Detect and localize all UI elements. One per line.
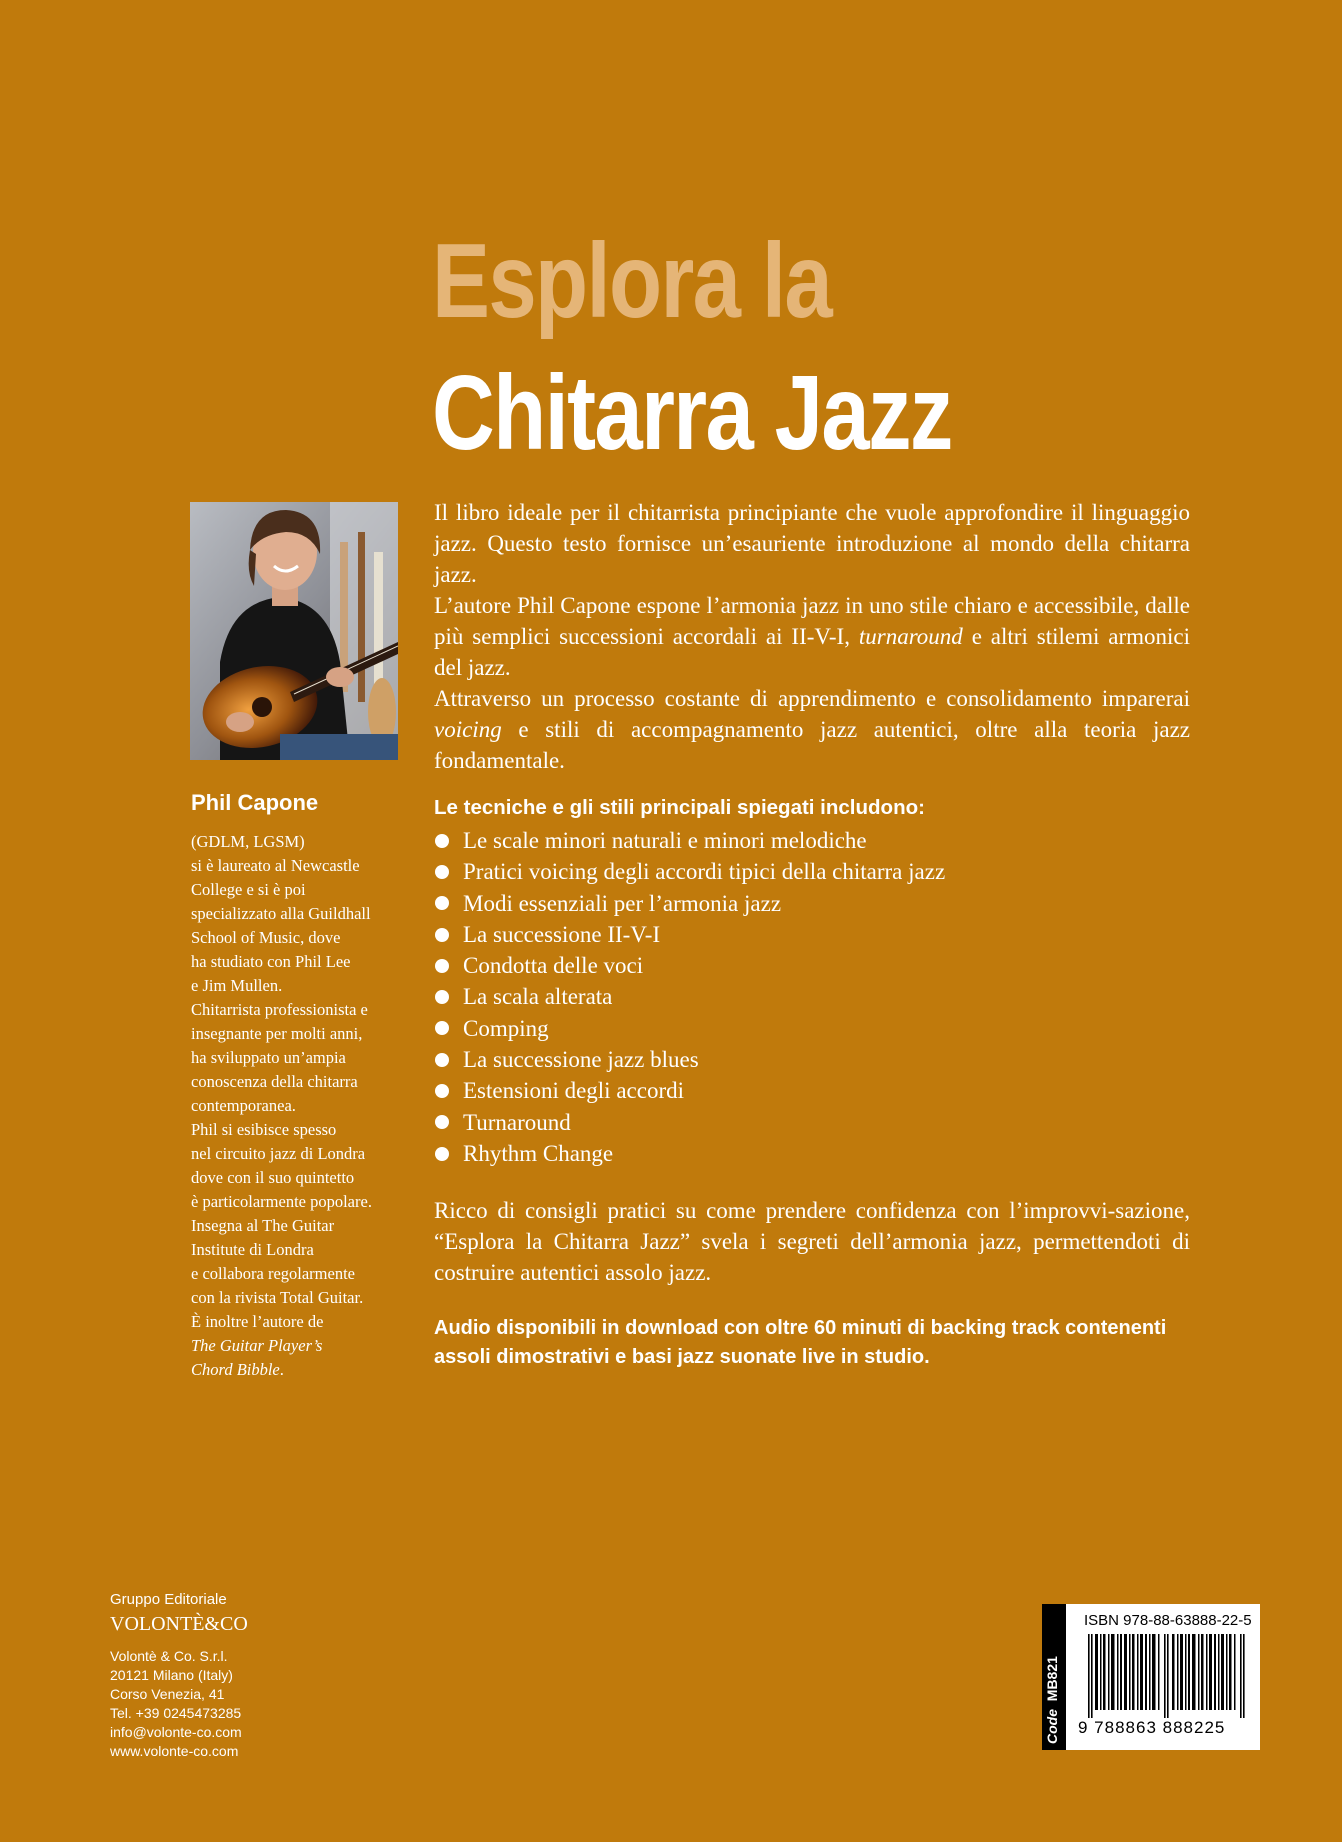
bio-line: Phil si esibisce spesso — [191, 1120, 337, 1139]
list-item: Pratici voicing degli accordi tipici della chitarra jazz — [434, 856, 945, 887]
list-item: Condotta delle voci — [434, 950, 945, 981]
author-name: Phil Capone — [191, 790, 319, 815]
bullet-icon — [435, 959, 449, 973]
publisher-logo: VOLONTÈ&CO — [110, 1613, 248, 1635]
bio-line: con la rivista Total Guitar. — [191, 1288, 364, 1307]
list-item: La scala alterata — [434, 981, 945, 1012]
techniques-heading: Le tecniche e gli stili principali spiegati includono: — [434, 796, 925, 819]
bio-line: si è laureato al Newcastle — [191, 856, 360, 875]
bio-line: e Jim Mullen. — [191, 976, 283, 995]
code-strip — [1042, 1604, 1066, 1750]
author-photo — [190, 502, 398, 760]
intro-paragraph-3: Attraverso un processo costante di apprendimento e consolidamento imparerai voicing e stili di accompagnamento jazz autentici, oltre alla teoria jazz fondamentale. — [434, 686, 1190, 773]
closing-paragraph: Ricco di consigli pratici su come prendere confidenza con l’improvvi-sazione, “Esplora la Chitarra Jazz” svela i segreti dell’armonia jazz, permettendoti di costruire autentici assolo jazz. — [434, 1198, 1190, 1285]
ean-number: 9 788863 888225 — [1078, 1718, 1226, 1737]
book-title-line-2: Chord Bibble — [191, 1360, 280, 1379]
bullet-icon — [435, 1053, 449, 1067]
author-credentials: (GDLM, LGSM) — [191, 832, 305, 851]
publisher-address: Corso Venezia, 41 — [110, 1686, 225, 1702]
bullet-icon — [435, 896, 449, 910]
bio-line: conoscenza della chitarra — [191, 1072, 358, 1091]
barcode-box — [1042, 1604, 1260, 1750]
book-title-line-1: The Guitar Player’s — [191, 1336, 323, 1355]
publisher-email: info@volonte-co.com — [110, 1724, 242, 1740]
bio-line: Institute di Londra — [191, 1240, 314, 1259]
publisher-info — [110, 1590, 248, 1761]
bullet-icon — [435, 928, 449, 942]
publisher-company: Volontè & Co. S.r.l. — [110, 1648, 228, 1664]
book-title-end: . — [279, 1360, 284, 1379]
intro-emphasis-turnaround: turnaround — [858, 624, 963, 649]
bio-line: Chitarrista professionista e — [191, 1000, 368, 1019]
bullet-icon — [435, 1147, 449, 1161]
bio-line: È inoltre l’autore de — [191, 1312, 324, 1331]
title-line-1: Esplora la — [432, 222, 832, 340]
bullet-icon — [435, 1115, 449, 1129]
bullet-icon — [435, 990, 449, 1004]
isbn-text: ISBN 978-88-63888-22-5 — [1084, 1612, 1252, 1629]
list-item: La successione jazz blues — [434, 1044, 945, 1075]
bio-line: dove con il suo quintetto — [191, 1168, 355, 1187]
bio-line: insegnante per molti anni, — [191, 1024, 363, 1043]
bio-line: ha studiato con Phil Lee — [191, 952, 351, 971]
bio-line: nel circuito jazz di Londra — [191, 1144, 366, 1163]
list-item: Le scale minori naturali e minori melodiche — [434, 825, 945, 856]
title-line-2: Chitarra Jazz — [432, 354, 952, 472]
bio-line: e collabora regolarmente — [191, 1264, 355, 1283]
bio-line: contemporanea. — [191, 1096, 296, 1115]
publisher-group: Gruppo Editoriale — [110, 1591, 227, 1608]
publisher-phone: Tel. +39 0245473285 — [110, 1705, 242, 1721]
audio-note: Audio disponibili in download con oltre 60 minuti di backing track contenenti assoli dimostrativi e basi jazz suonate live in studio. — [434, 1317, 1167, 1368]
intro-block — [434, 497, 1190, 776]
list-item: La successione II-V-I — [434, 919, 945, 950]
bullet-icon — [435, 834, 449, 848]
bio-line: School of Music, dove — [191, 928, 341, 947]
bio-line: specializzato alla Guildhall — [191, 904, 371, 923]
bullet-icon — [435, 1021, 449, 1035]
bullet-icon — [435, 1084, 449, 1098]
intro-emphasis-voicing: voicing — [434, 717, 502, 742]
publisher-city: 20121 Milano (Italy) — [110, 1667, 233, 1683]
bio-line: Insegna al The Guitar — [191, 1216, 335, 1235]
list-item: Comping — [434, 1013, 945, 1044]
list-item: Estensioni degli accordi — [434, 1075, 945, 1106]
bio-line: è particolarmente popolare. — [191, 1192, 372, 1211]
author-column — [191, 790, 411, 1382]
list-item: Rhythm Change — [434, 1138, 945, 1169]
bullet-icon — [435, 865, 449, 879]
code-label: Code — [1044, 1709, 1060, 1744]
publisher-website: www.volonte-co.com — [110, 1743, 239, 1759]
barcode-icon — [1088, 1634, 1248, 1718]
code-value: MB821 — [1044, 1656, 1060, 1702]
list-item: Modi essenziali per l’armonia jazz — [434, 888, 945, 919]
list-item: Turnaround — [434, 1107, 945, 1138]
bio-line: College e si è poi — [191, 880, 306, 899]
intro-paragraph-2: L’autore Phil Capone espone l’armonia jazz in uno stile chiaro e accessibile, dalle più semplici successioni accordali ai II-V-I, turnaround e altri stilemi armonici del jazz. — [434, 593, 1190, 680]
intro-paragraph-1: Il libro ideale per il chitarrista principiante che vuole approfondire il linguaggio jazz. Questo testo fornisce un’esauriente introduzione al mondo della chitarra jazz. — [434, 500, 1190, 587]
author-bio — [191, 830, 411, 1382]
bio-line: ha sviluppato un’ampia — [191, 1048, 346, 1067]
techniques-list — [434, 825, 945, 1169]
